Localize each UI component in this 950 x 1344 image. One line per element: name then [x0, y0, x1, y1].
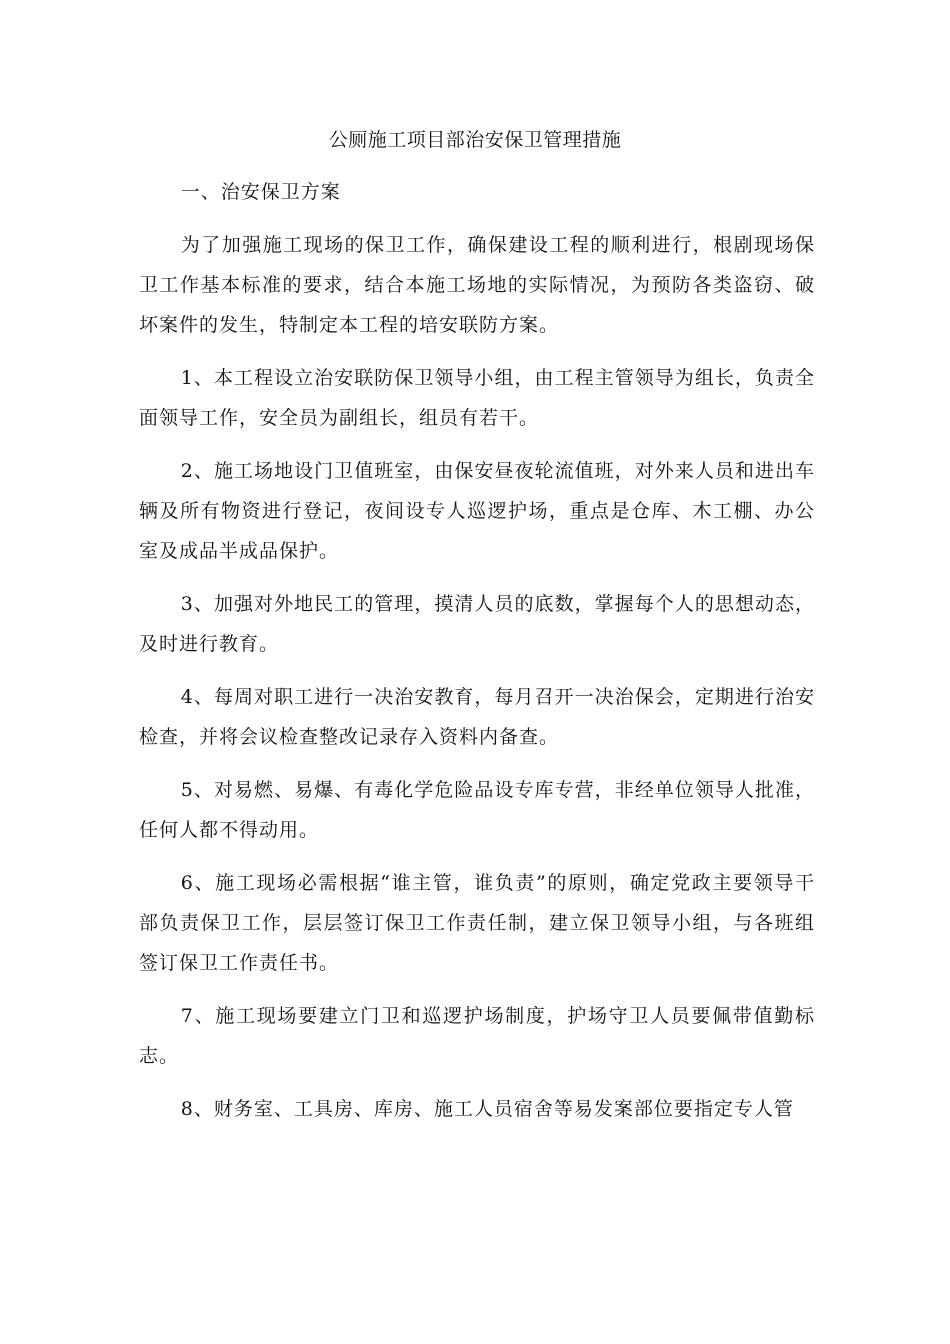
- section-heading: 一、治安保卫方案: [180, 181, 341, 203]
- document-title: 公厕施工项目部治安保卫管理措施: [328, 129, 622, 151]
- paragraph: 5、对易燃、易爆、有毒化学危险品设专库专营，非经单位领导人批准，任何人都不得动用。: [139, 779, 815, 841]
- paragraph: 7、施工现场要建立门卫和巡逻护场制度，护场守卫人员要佩带值勤标志。: [139, 1005, 815, 1067]
- paragraph: 2、施工场地设门卫值班室，由保安昼夜轮流值班，对外来人员和进出车辆及所有物资进行登记，夜间设专人巡逻护场，重点是仓库、木工棚、办公室及成品半成品保护。: [139, 460, 815, 562]
- paragraph: 3、加强对外地民工的管理，摸清人员的底数，掌握每个人的思想动态，及时进行教育。: [139, 593, 815, 655]
- paragraph: 4、每周对职工进行一决治安教育，每月召开一决治保会，定期进行治安检查，并将会议检查整改记录存入资料内备查。: [139, 686, 815, 748]
- paragraph: 8、财务室、工具房、库房、施工人员宿舍等易发案部位要指定专人管: [180, 1098, 794, 1120]
- paragraph: 1、本工程设立治安联防保卫领导小组，由工程主管领导为组长，负责全面领导工作，安全员为副组长，组员有若干。: [139, 367, 815, 429]
- paragraph: 6、施工现场必需根据“谁主管，谁负责”的原则，确定党政主要领导干部负责保卫工作，层层签订保卫工作责任制，建立保卫领导小组，与各班组签订保卫工作责任书。: [139, 872, 815, 974]
- paragraph: 为了加强施工现场的保卫工作，确保建设工程的顺利进行，根剧现场保卫工作基本标准的要求，结合本施工场地的实际情况，为预防各类盗窃、破坏案件的发生，特制定本工程的培安联防方案。: [139, 234, 815, 336]
- document-body: [139, 172, 815, 1142]
